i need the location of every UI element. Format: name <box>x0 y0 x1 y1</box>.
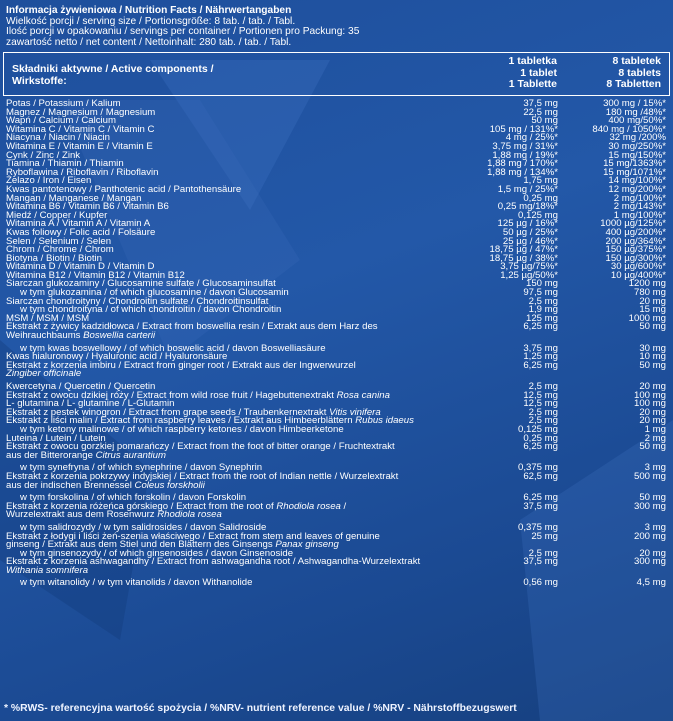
label-header <box>6 6 666 48</box>
value-per-8-tablets: 4,5 mg <box>636 577 666 589</box>
value-per-tablet: 1,9 mg <box>528 304 558 316</box>
table-row <box>6 359 668 371</box>
value-per-8-tablets: 50 mg <box>639 441 666 453</box>
value-per-8-tablets: 1200 mg <box>628 278 666 290</box>
ingredient-name: aus der indischen Brennessel Coleus forskholii <box>6 479 205 491</box>
ingredient-name: Ryboflawina / Riboflavin / Riboflavin <box>6 166 159 178</box>
value-per-tablet: 4 mg / 25%* <box>505 132 558 144</box>
ingredient-name: L- glutamina / L- glutamine / L-Glutamin <box>6 398 175 410</box>
value-per-tablet: 0,56 mg <box>523 577 558 589</box>
active-components-heading: Składniki aktywne / Active components / Wirkstoffe: <box>12 63 214 87</box>
ingredient-name: Witamina B6 / Vitamin B6 / Vitamin B6 <box>6 201 169 213</box>
ingredient-name: Niacyna / Niacin / Niacin <box>6 132 110 144</box>
ingredient-name: Ekstrakt z owocu dzikiej róży / Extract from wild rose fruit / Hagebuttenextrakt Rosa canina <box>6 389 390 401</box>
table-row <box>6 579 668 588</box>
column-header-box <box>3 52 670 96</box>
table-row <box>6 140 668 152</box>
value-per-tablet: 0,25 mg <box>523 432 558 444</box>
value-per-8-tablets: 10 µg/400%* <box>610 269 666 281</box>
ingredient-name: w tym glukozamina / of which glucosamine / davon Glucosamin <box>20 287 289 299</box>
value-per-8-tablets: 150 µg/300%* <box>605 252 666 264</box>
value-per-8-tablets: 12 mg/200%* <box>608 183 666 195</box>
value-per-tablet: 6,25 mg <box>523 359 558 371</box>
value-per-tablet: 0,25 mg/18%* <box>497 201 558 213</box>
ingredient-name: Witamina B12 / Vitamin B12 / Vitamin B12 <box>6 269 185 281</box>
value-per-8-tablets: 3 mg <box>644 521 666 533</box>
latin-name: Citrus aurantium <box>95 449 166 461</box>
label-title: Informacja żywieniowa / Nutrition Facts / Nährwertangaben <box>6 5 292 16</box>
ingredient-name: Ekstrakt z żywicy kadzidłowca / Extract from boswellia resin / Extrakt aus dem Harz des <box>6 321 378 333</box>
value-per-8-tablets: 1 mg <box>644 423 666 435</box>
ingredient-name: Chrom / Chrome / Chrom <box>6 244 114 256</box>
table-row <box>6 306 668 315</box>
column-heading-8-tablets: 8 tabletek 8 tablets 8 Tabletten <box>606 55 661 90</box>
ingredient-name: Selen / Selenium / Selen <box>6 235 112 247</box>
value-per-8-tablets: 200 µg/364%* <box>605 235 666 247</box>
value-per-8-tablets: 10 mg <box>639 351 666 363</box>
serving-size: Wielkość porcji / serving size / Portionsgröße: 8 tab. / tab. / Tabl. <box>6 15 296 27</box>
value-per-tablet: 6,25 mg <box>523 321 558 333</box>
ingredient-name: Witamina D / Vitamin D / Vitamin D <box>6 261 155 273</box>
ingredient-name: Mangan / Manganese / Mangan <box>6 192 142 204</box>
value-per-8-tablets: 30 mg <box>639 342 666 354</box>
value-per-8-tablets: 30 mg/250%* <box>608 140 666 152</box>
table-row <box>6 370 668 379</box>
value-per-8-tablets: 500 mg <box>634 470 666 482</box>
value-per-8-tablets: 20 mg <box>639 415 666 427</box>
latin-name: Rosa canina <box>336 389 390 401</box>
ingredient-name: Cynk / Zinc / Zink <box>6 149 81 161</box>
table-row <box>6 479 668 491</box>
value-per-tablet: 0,125 mg <box>517 209 558 221</box>
value-per-8-tablets: 200 mg <box>634 530 666 542</box>
value-per-tablet: 2,5 mg <box>528 295 558 307</box>
value-per-tablet: 97,5 mg <box>523 287 558 299</box>
value-per-tablet: 12,5 mg <box>523 398 558 410</box>
ingredient-name: Żelazo / Iron / Eisen <box>6 175 92 187</box>
ingredient-name: Wapń / Calcium / Calcium <box>6 115 116 127</box>
ingredient-name: Tiamina / Thiamin / Thiamin <box>6 158 124 170</box>
ingredient-name: Witamina A / Vitamin A / Vitamin A <box>6 218 151 230</box>
latin-name: Zingiber officinale <box>6 368 82 380</box>
table-row <box>6 332 668 341</box>
value-per-8-tablets: 20 mg <box>639 406 666 418</box>
table-row <box>6 558 668 567</box>
value-per-tablet: 37,5 mg <box>523 500 558 512</box>
ingredient-name: w tym kwas boswellowy / of which boswelic acid / davon Boswelliasäure <box>20 342 326 354</box>
value-per-tablet: 125 mg <box>526 312 558 324</box>
ingredient-name: Luteina / Lutein / Lutein <box>6 432 106 444</box>
value-per-tablet: 1,88 mg / 134%* <box>487 166 558 178</box>
value-per-8-tablets: 3 mg <box>644 462 666 474</box>
value-per-tablet: 3,75 mg <box>523 342 558 354</box>
table-row <box>6 246 668 255</box>
value-per-8-tablets: 1000 µg/125%* <box>600 218 666 230</box>
ingredient-name: Witamina E / Vitamin E / Vitamin E <box>6 140 153 152</box>
value-per-8-tablets: 15 mg <box>639 304 666 316</box>
value-per-tablet: 37,5 mg <box>523 98 558 109</box>
value-per-tablet: 3,75 µg/75%* <box>500 261 558 273</box>
ingredient-name: Kwas pantotenowy / Panthotenic acid / Pantothensäure <box>6 183 242 195</box>
ingredient-name: w tym witanolidy / w tym vitanolids / davon Withanolide <box>20 577 253 589</box>
value-per-8-tablets: 20 mg <box>639 381 666 392</box>
ingredient-name: Ekstrakt z korzenia różeńca górskiego / Extract from the root of Rhodiola rosea / <box>6 500 347 512</box>
ingredient-name: Ekstrakt z korzenia imbiru / Extract from ginger root / Extrakt aus der Ingwerwurzel <box>6 359 356 371</box>
ingredient-name <box>6 564 668 576</box>
ingredient-name: Siarczan chondroityny / Chondroitin sulfate / Chondroitinsulfat <box>6 295 269 307</box>
value-per-8-tablets: 300 mg / 15%* <box>603 98 666 109</box>
latin-name: Rhodiola rosea <box>276 500 341 512</box>
value-per-8-tablets: 20 mg <box>639 547 666 559</box>
ingredient-name: Kwas hialuronowy / Hyaluronic acid / Hyaluronsäure <box>6 351 228 363</box>
column-heading-1-tablet: 1 tabletka 1 tablet 1 Tablette <box>508 55 557 90</box>
ingredient-name: aus der Bitterorange Citrus aurantium <box>6 449 166 461</box>
value-per-tablet: 0,125 mg <box>517 423 558 435</box>
ingredient-name: Ekstrakt z łodygi i liści żeń-szenia właściwego / Extract from stem and leaves of genuine <box>6 530 380 542</box>
ingredient-name: MSM / MSM / MSM <box>6 312 90 324</box>
ingredient-table <box>6 100 668 588</box>
table-row <box>6 564 668 576</box>
ingredient-name: w tym ketony malinowe / of which raspberry ketones / davon Himbeerketone <box>20 423 344 435</box>
value-per-8-tablets: 400 mg/50%* <box>608 115 666 127</box>
ingredient-name: w tym forskolina / of which forskolin / davon Forskolin <box>20 492 247 504</box>
ingredient-name: w tym chondroityna / of which chondroitin / davon Chondroitin <box>20 304 282 316</box>
value-per-8-tablets: 2 mg/100%* <box>613 192 666 204</box>
table-row <box>6 511 668 520</box>
ingredient-name: Kwercetyna / Quercetin / Quercetin <box>6 381 156 392</box>
value-per-8-tablets: 32 mg /200% <box>609 132 666 144</box>
ingredient-name: Ekstrakt z owocu gorzkiej pomarańczy / Extract from the foot of bitter orange / Fruchtextrakt <box>6 441 395 453</box>
value-per-8-tablets: 2 mg/143%* <box>613 201 666 213</box>
value-per-tablet: 62,5 mg <box>523 470 558 482</box>
ingredient-name: Miedź / Copper / Kupfer <box>6 209 108 221</box>
value-per-8-tablets: 1000 mg <box>628 312 666 324</box>
ingredient-name: Biotyna / Biotin / Biotin <box>6 252 102 264</box>
latin-name: Panax ginseng <box>275 539 339 551</box>
latin-name: Boswellia carterii <box>83 330 156 342</box>
value-per-8-tablets: 300 mg <box>634 500 666 512</box>
value-per-tablet: 0,25 mg <box>523 192 558 204</box>
value-per-8-tablets: 15 mg/1363%* <box>603 158 666 170</box>
value-per-tablet: 18,75 µg / 38%* <box>489 252 558 264</box>
ingredient-name: Ekstrakt z pestek winogron / Extract from grape seeds / Traubenkernextrakt Vitis vinifera <box>6 406 381 418</box>
value-per-tablet: 2,5 mg <box>528 415 558 427</box>
ingredient-name: w tym ginsenozydy / of which ginsenosides / davon Ginsenoside <box>20 547 294 559</box>
value-per-8-tablets: 400 µg/200%* <box>605 226 666 238</box>
net-content: zawartość netto / net content / Nettoinhalt: 280 tab. / tab. / Tabl. <box>6 36 292 48</box>
value-per-tablet: 150 mg <box>526 278 558 290</box>
latin-name: Vitis vinifera <box>329 406 381 418</box>
value-per-8-tablets: 2 mg <box>644 432 666 444</box>
value-per-8-tablets: 14 mg/100%* <box>608 175 666 187</box>
ingredient-name: w tym salidrozydy / w tym salidrosides / davon Salidroside <box>20 521 267 533</box>
ingredient-name: Siarczan glukozaminy / Glucosamine sulfate / Glucosaminsulfat <box>6 278 276 290</box>
value-per-tablet: 2,5 mg <box>528 547 558 559</box>
value-per-8-tablets: 50 mg <box>639 321 666 333</box>
ingredient-name: Ekstrakt z liści malin / Extract from raspberry leaves / Extrakt aus Himbeerblättern Rubus idaeus <box>6 415 414 427</box>
value-per-tablet: 50 µg / 25%* <box>502 226 558 238</box>
value-per-tablet: 6,25 mg <box>523 492 558 504</box>
value-per-8-tablets: 180 mg /48%* <box>605 106 666 118</box>
ingredient-name: Witamina C / Vitamin C / Vitamin C <box>6 123 155 135</box>
ingredient-name: Wurzelextrakt aus dem Rosenwurz Rhodiola rosea <box>6 509 222 521</box>
value-per-8-tablets: 100 mg <box>634 398 666 410</box>
ingredient-name: Potas / Potassium / Kalium <box>6 98 121 109</box>
value-per-8-tablets: 15 mg/1071%* <box>603 166 666 178</box>
value-per-8-tablets: 50 mg <box>639 359 666 371</box>
latin-name: Rubus idaeus <box>355 415 414 427</box>
value-per-8-tablets: 300 mg <box>634 556 666 568</box>
value-per-tablet: 1,88 mg / 170%* <box>487 158 558 170</box>
table-row <box>6 166 668 178</box>
value-per-tablet: 37,5 mg <box>523 556 558 568</box>
value-per-8-tablets: 1 mg/100%* <box>613 209 666 221</box>
value-per-8-tablets: 150 µg/375%* <box>605 244 666 256</box>
value-per-8-tablets: 30 µg/600%* <box>610 261 666 273</box>
value-per-tablet: 1,5 mg / 25%* <box>497 183 558 195</box>
value-per-tablet: 25 mg <box>531 530 558 542</box>
ingredient-name: w tym synefryna / of which synephrine / davon Synephrin <box>20 462 263 474</box>
ingredient-name: Weihrauchbaums Boswellia carterii <box>6 330 156 342</box>
servings-per-container: Ilość porcji w opakowaniu / servings per container / Portionen pro Packung: 35 <box>6 26 360 37</box>
ingredient-name: Magnez / Magnesium / Magnesium <box>6 106 156 118</box>
value-per-tablet: 3,75 mg / 31%* <box>492 140 558 152</box>
value-per-8-tablets: 840 mg / 1050%* <box>592 123 666 135</box>
value-per-tablet: 2,5 mg <box>528 406 558 418</box>
value-per-8-tablets: 780 mg <box>634 287 666 299</box>
ingredient-name: ginseng / Extrakt aus dem Stiel und den Blättern des Ginsengs Panax ginseng <box>6 539 339 551</box>
value-per-tablet: 0,375 mg <box>517 521 558 533</box>
value-per-tablet: 2,5 mg <box>528 381 558 392</box>
ingredient-name <box>6 370 668 379</box>
ingredient-name: Ekstrakt z korzenia ashwagandhy / Extract from ashwagandha root / Ashwagandha-Wurzelextrakt <box>6 556 421 568</box>
latin-name: Rhodiola rosea <box>157 509 222 521</box>
value-per-tablet: 1,25 µg/50%* <box>500 269 558 281</box>
value-per-8-tablets: 100 mg <box>634 389 666 401</box>
latin-name: Coleus forskholii <box>134 479 205 491</box>
value-per-tablet: 12,5 mg <box>523 389 558 401</box>
ingredient-name: Ekstrakt z korzenia pokrzywy indyjskiej / Extract from the root of Indian nettle / Wurzelextrakt <box>6 470 399 482</box>
value-per-tablet: 125 µg / 16%* <box>497 218 558 230</box>
latin-name: Withania somnifera <box>6 564 89 576</box>
value-per-tablet: 1,25 mg <box>523 351 558 363</box>
value-per-tablet: 105 mg / 131%* <box>489 123 558 135</box>
value-per-tablet: 25 µg / 46%* <box>502 235 558 247</box>
value-per-8-tablets: 15 mg/150%* <box>608 149 666 161</box>
value-per-tablet: 22,5 mg <box>523 106 558 118</box>
value-per-tablet: 50 mg <box>531 115 558 127</box>
value-per-tablet: 1,75 mg <box>523 175 558 187</box>
table-row <box>6 449 668 461</box>
value-per-tablet: 6,25 mg <box>523 441 558 453</box>
value-per-8-tablets: 20 mg <box>639 295 666 307</box>
ingredient-name: Kwas foliowy / Folic acid / Folsäure <box>6 226 156 238</box>
value-per-8-tablets: 50 mg <box>639 492 666 504</box>
value-per-tablet: 1,88 mg / 19%* <box>492 149 558 161</box>
value-per-tablet: 18,75 µg / 47%* <box>489 244 558 256</box>
value-per-tablet: 0,375 mg <box>517 462 558 474</box>
footnote: * %RWS- referencyjna wartość spożycia / %NRV- nutrient reference value / %NRV - Nährstoffbezugswert <box>4 703 517 714</box>
